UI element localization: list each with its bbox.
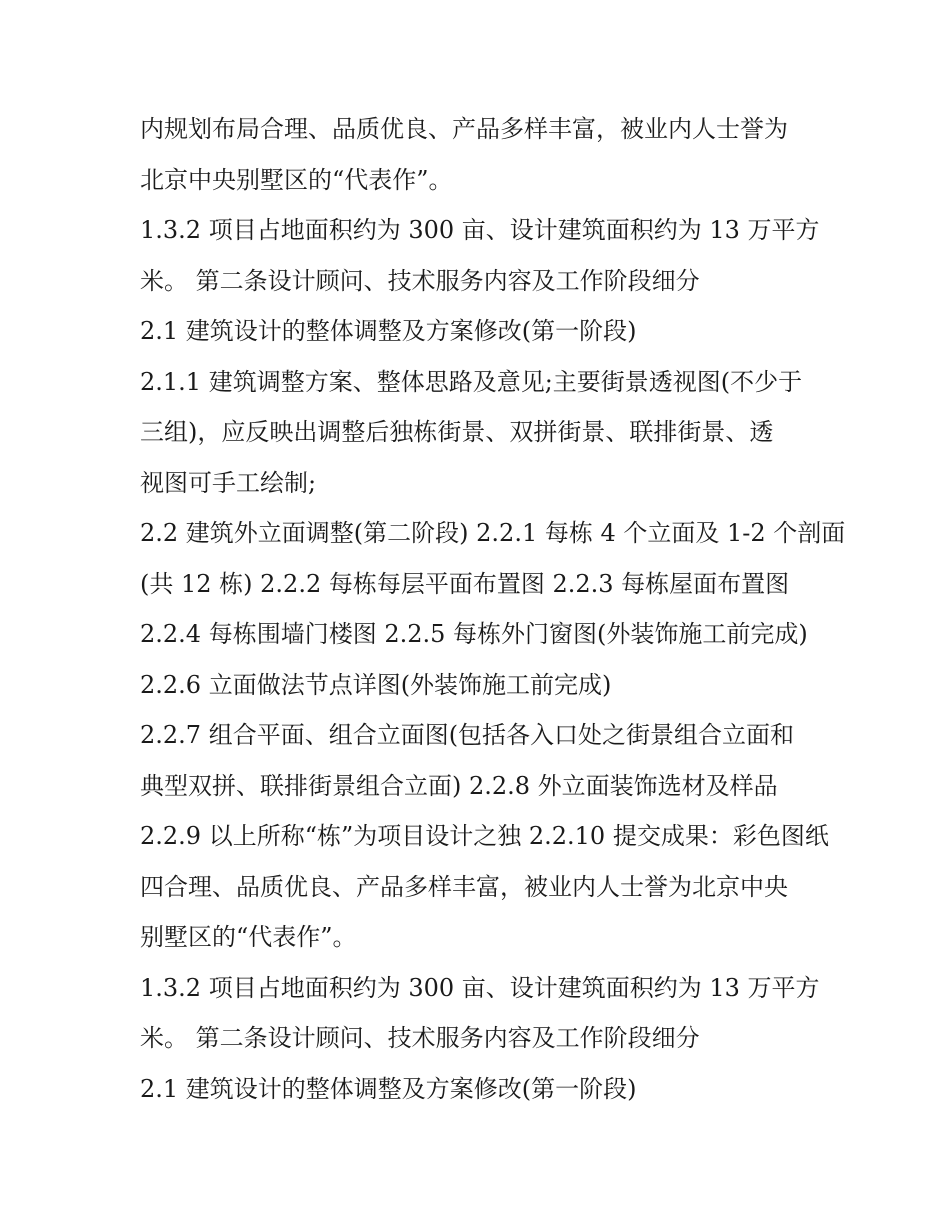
text-line: 三组)，应反映出调整后独栋街景、双拼街景、联排街景、透 xyxy=(140,418,774,446)
text-line: 1.3.2 项目占地面积约为 300 亩、设计建筑面积约为 13 万平方 xyxy=(140,973,820,1002)
text-line: 米。 第二条设计顾问、技术服务内容及工作阶段细分 xyxy=(140,266,700,295)
text-line: 内规划布局合理、品质优良、产品多样丰富，被业内人士誉为 xyxy=(140,115,788,143)
text-line: 别墅区的“代表作”。 xyxy=(140,923,357,951)
text-line: 四合理、品质优良、产品多样丰富，被业内人士誉为北京中央 xyxy=(140,872,788,901)
document-body xyxy=(140,104,846,1114)
text-line: (共 12 栋) 2.2.2 每栋每层平面布置图 2.2.3 每栋屋面布置图 xyxy=(140,569,790,598)
text-line: 视图可手工绘制; xyxy=(140,468,317,497)
text-line: 2.2.9 以上所称“栋”为项目设计之独 2.2.10 提交成果：彩色图纸 xyxy=(140,822,829,850)
text-line: 2.2.7 组合平面、组合立面图(包括各入口处之街景组合立面和 xyxy=(140,721,795,749)
text-line: 典型双拼、联排街景组合立面) 2.2.8 外立面装饰选材及样品 xyxy=(140,771,778,800)
text-line: 2.1 建筑设计的整体调整及方案修改(第一阶段) xyxy=(140,317,637,345)
text-line: 2.2.4 每栋围墙门楼图 2.2.5 每栋外门窗图(外装饰施工前完成) xyxy=(140,620,808,648)
text-line: 2.1 建筑设计的整体调整及方案修改(第一阶段) xyxy=(140,1074,637,1103)
text-line: 北京中央别墅区的“代表作”。 xyxy=(140,165,453,194)
text-line: 2.1.1 建筑调整方案、整体思路及意见;主要街景透视图(不少于 xyxy=(140,367,803,396)
text-line: 2.2 建筑外立面调整(第二阶段) 2.2.1 每栋 4 个立面及 1-2 个剖面 xyxy=(140,519,846,547)
text-line: 2.2.6 立面做法节点详图(外装饰施工前完成) xyxy=(140,670,612,699)
text-line: 米。 第二条设计顾问、技术服务内容及工作阶段细分 xyxy=(140,1024,700,1052)
text-line: 1.3.2 项目占地面积约为 300 亩、设计建筑面积约为 13 万平方 xyxy=(140,216,820,244)
